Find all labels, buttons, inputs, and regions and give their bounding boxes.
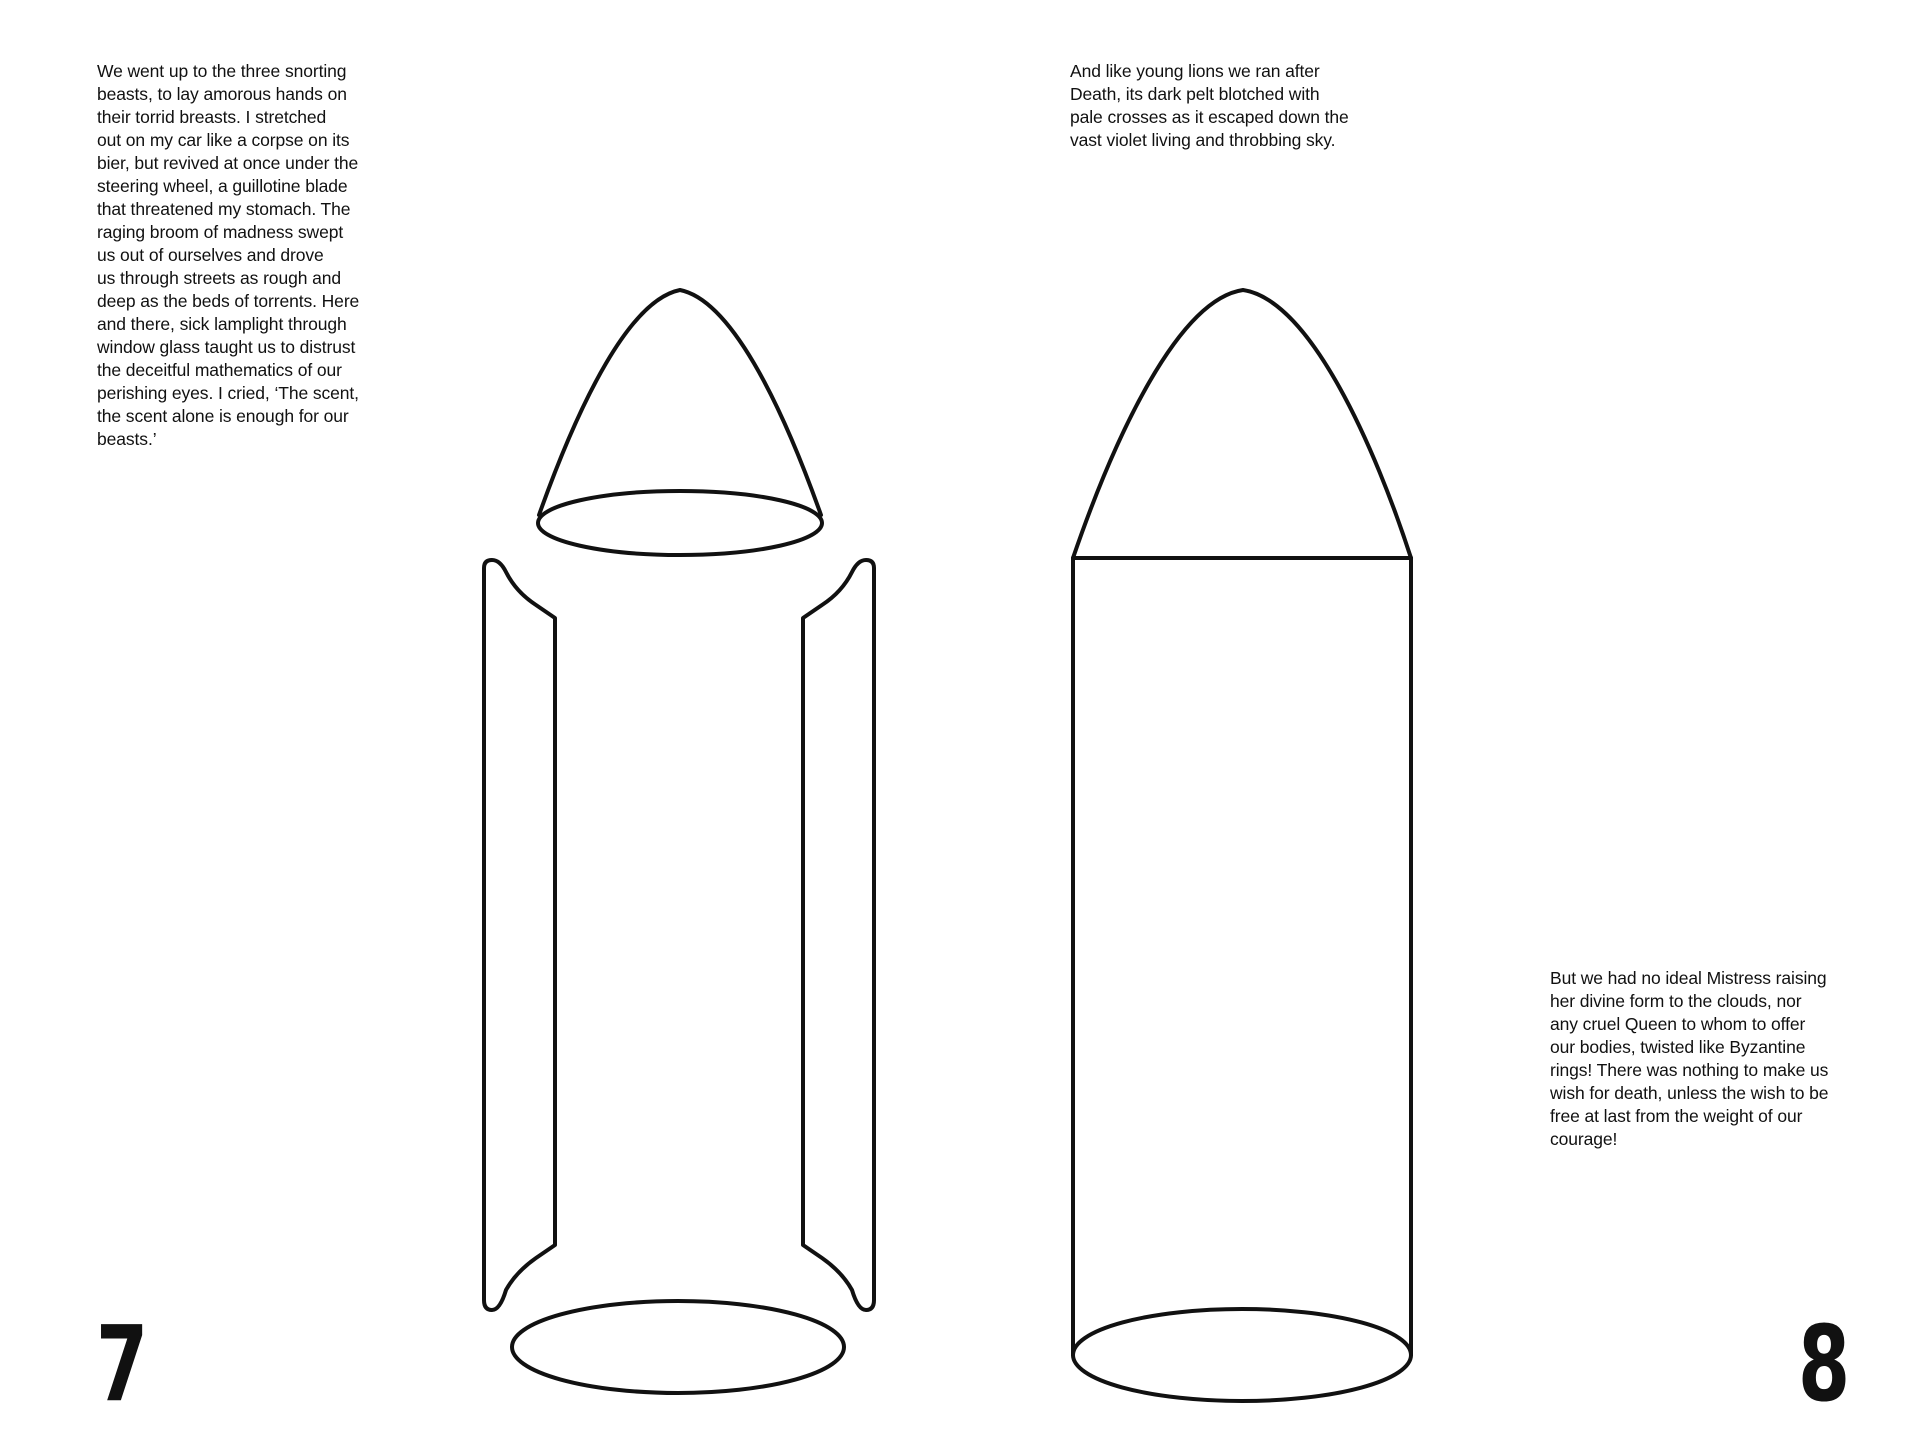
casing-right-panel — [803, 560, 874, 1310]
text-line: bier, but revived at once under the — [97, 153, 359, 173]
text-line: our bodies, twisted like Byzantine — [1550, 1037, 1806, 1057]
text-line: vast violet living and throbbing sky. — [1070, 130, 1336, 150]
text-line: the deceitful mathematics of our — [97, 360, 342, 380]
text-line: raging broom of madness swept — [97, 222, 344, 242]
text-line: We went up to the three snorting — [97, 61, 347, 81]
text-line: out on my car like a corpse on its — [97, 130, 350, 150]
page-number-left: 7 — [96, 1303, 149, 1425]
text-line: deep as the beds of torrents. Here — [97, 291, 360, 311]
text-line: us out of ourselves and drove — [97, 245, 324, 265]
text-line: pale crosses as it escaped down the — [1070, 107, 1349, 127]
text-line: And like young lions we ran after — [1070, 61, 1320, 81]
assembled-bullet-figure — [1073, 290, 1411, 1401]
text-line: rings! There was nothing to make us — [1550, 1060, 1829, 1080]
text-line: steering wheel, a guillotine blade — [97, 176, 348, 196]
bullet-base-ellipse — [512, 1301, 844, 1393]
text-line: free at last from the weight of our — [1550, 1106, 1803, 1126]
text-line: beasts, to lay amorous hands on — [97, 84, 347, 104]
text-line: her divine form to the clouds, nor — [1550, 991, 1802, 1011]
text-line: the scent alone is enough for our — [97, 406, 349, 426]
assembled-bullet-tip — [1073, 290, 1411, 558]
text-line: window glass taught us to distrust — [97, 337, 356, 357]
text-line: Death, its dark pelt blotched with — [1070, 84, 1320, 104]
text-line: any cruel Queen to whom to offer — [1550, 1014, 1806, 1034]
text-line: their torrid breasts. I stretched — [97, 107, 327, 127]
page-number-right: 8 — [1798, 1303, 1851, 1425]
assembled-bullet-base-ellipse — [1073, 1309, 1411, 1401]
bullet-tip-dome — [539, 290, 821, 515]
text-line: wish for death, unless the wish to be — [1550, 1083, 1829, 1103]
exploded-bullet-figure — [484, 290, 874, 1393]
bullet-tip-base-ellipse — [538, 491, 822, 555]
casing-left-panel — [484, 560, 555, 1310]
text-line: perishing eyes. I cried, ‘The scent, — [97, 383, 359, 403]
text-line: us through streets as rough and — [97, 268, 342, 288]
text-line: beasts.’ — [97, 429, 157, 449]
text-line: that threatened my stomach. The — [97, 199, 351, 219]
text-line: But we had no ideal Mistress raising — [1550, 968, 1827, 988]
text-line: courage! — [1550, 1129, 1618, 1149]
text-line: and there, sick lamplight through — [97, 314, 347, 334]
